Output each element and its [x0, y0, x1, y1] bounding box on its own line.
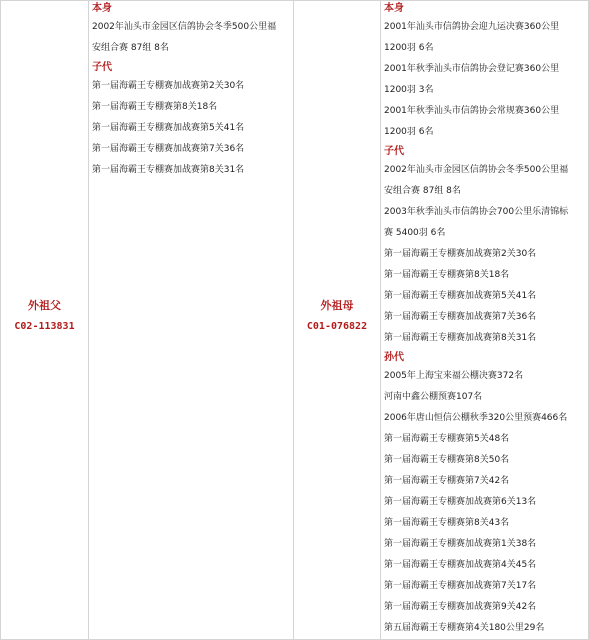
record-line: 第一届海霸王专棚赛第5关48名 — [384, 434, 510, 444]
record-line: 第一届海霸王专棚赛加战赛第2关30名 — [92, 81, 245, 91]
record-line: 2005年上海宝来福公棚决赛372名 — [384, 371, 524, 381]
record-line: 第一届海霸王专棚赛加战赛第9关42名 — [384, 602, 537, 612]
section-heading-self: 本身 — [384, 3, 404, 14]
column-divider — [88, 0, 89, 640]
record-line: 第一届海霸王专棚赛加战赛第1关38名 — [384, 539, 537, 549]
record-line: 第一届海霸王专棚赛加战赛第5关41名 — [384, 291, 537, 301]
record-line: 第一届海霸王专棚赛加战赛第8关31名 — [384, 333, 537, 343]
record-line: 第一届海霸王专棚赛加战赛第7关17名 — [384, 581, 537, 591]
record-line: 2003年秋季汕头市信鸽协会700公里乐清锦标 — [384, 207, 569, 217]
record-line: 第一届海霸王专棚赛加战赛第6关13名 — [384, 497, 537, 507]
record-line: 第一届海霸王专棚赛加战赛第2关30名 — [384, 249, 537, 259]
record-line: 第一届海霸王专棚赛加战赛第5关41名 — [92, 123, 245, 133]
record-line: 2002年汕头市金园区信鸽协会冬季500公里福 — [384, 165, 569, 175]
record-line: 第一届海霸王专棚赛第8关18名 — [384, 270, 510, 280]
record-line: 安组合赛 87组 8名 — [92, 43, 169, 53]
record-line: 第五届海霸王专棚赛第4关180公里29名 — [384, 623, 545, 633]
grandmother-ring-number: C01-076822 — [306, 321, 368, 332]
record-line: 2001年秋季汕头市信鸽协会登记赛360公里 — [384, 64, 560, 74]
record-line: 第一届海霸王专棚赛加战赛第7关36名 — [92, 144, 245, 154]
record-line: 第一届海霸王专棚赛加战赛第7关36名 — [384, 312, 537, 322]
section-heading-self: 本身 — [92, 3, 112, 14]
record-line: 第一届海霸王专棚赛第8关50名 — [384, 455, 510, 465]
grandfather-title: 外祖父 — [28, 299, 61, 312]
record-line: 2001年秋季汕头市信鸽协会常规赛360公里 — [384, 106, 560, 116]
record-line: 河南中鑫公棚预赛107名 — [384, 392, 483, 402]
record-line: 2002年汕头市金园区信鸽协会冬季500公里福 — [92, 22, 277, 32]
section-heading-grand-offspring: 孙代 — [384, 352, 404, 363]
record-line: 第一届海霸王专棚赛第8关18名 — [92, 102, 218, 112]
grandmother-name-cell — [294, 297, 380, 332]
grandmother-records — [384, 0, 587, 639]
grandfather-ring-number: C02-113831 — [14, 321, 75, 332]
grandfather-records — [92, 0, 292, 181]
record-line: 2006年唐山恒信公棚秋季320公里预赛466名 — [384, 413, 568, 423]
record-line: 第一届海霸王专棚赛第8关43名 — [384, 518, 510, 528]
grandfather-name-cell — [1, 297, 88, 332]
record-line: 2001年汕头市信鸽协会迎九运决赛360公里 — [384, 22, 560, 32]
record-line: 第一届海霸王专棚赛第7关42名 — [384, 476, 510, 486]
record-line: 第一届海霸王专棚赛加战赛第8关31名 — [92, 165, 245, 175]
section-heading-offspring: 子代 — [92, 62, 112, 73]
record-line: 赛 5400羽 6名 — [384, 228, 446, 238]
grandmother-title: 外祖母 — [320, 299, 354, 312]
column-divider — [380, 0, 381, 640]
record-line: 第一届海霸王专棚赛加战赛第4关45名 — [384, 560, 537, 570]
section-heading-offspring: 子代 — [384, 146, 404, 157]
record-line: 1200羽 3名 — [384, 85, 434, 95]
record-line: 1200羽 6名 — [384, 43, 434, 53]
record-line: 安组合赛 87组 8名 — [384, 186, 461, 196]
record-line: 1200羽 6名 — [384, 127, 434, 137]
